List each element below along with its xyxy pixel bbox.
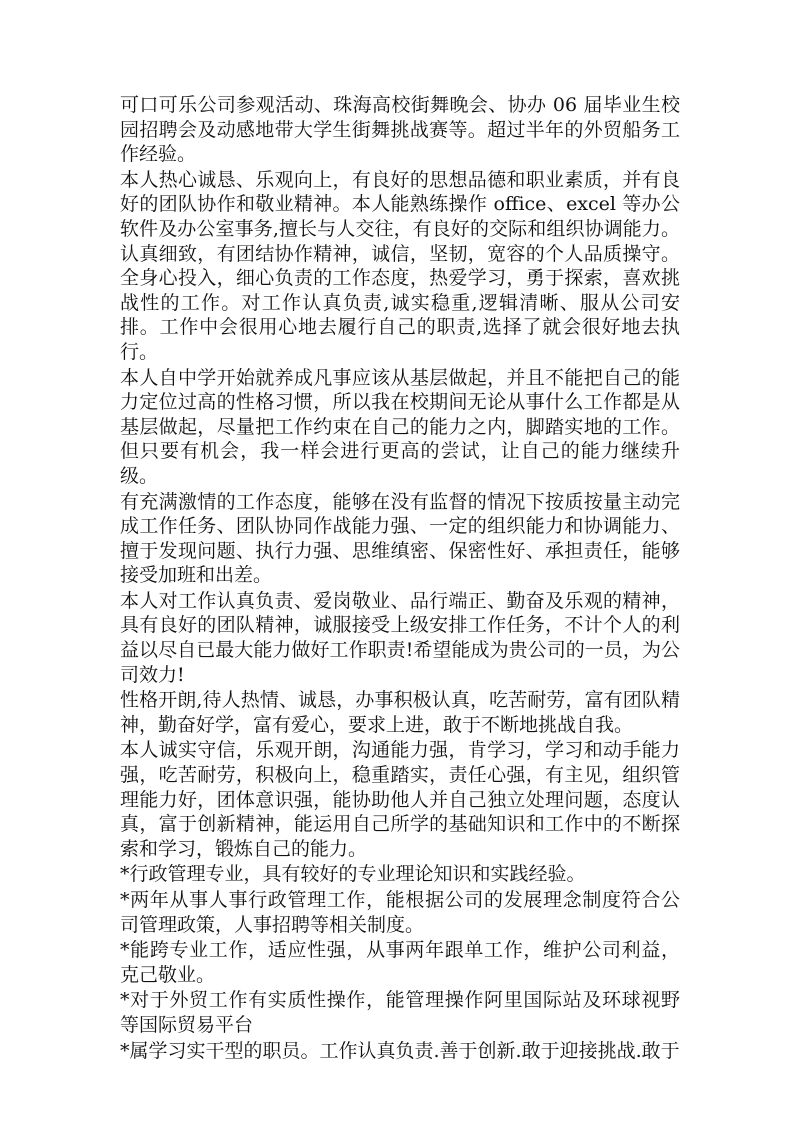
- bullet-learning-type: *属学习实干型的职员。工作认真负责.善于创新.敢于迎接挑战.敢于: [120, 1039, 680, 1062]
- paragraph-responsibility: 本人对工作认真负责、爱岗敬业、品行端正、勤奋及乐观的精神，具有良好的团队精神，诚服接受上级安排工作任务，不计个人的利益以尽自已最大能力做好工作职责!希望能成为贵公司的一员，为公司效力!: [120, 589, 680, 686]
- paragraph-grassroots-attitude: 本人自中学开始就养成凡事应该从基层做起，并且不能把自己的能力定位过高的性格习惯，所以我在校期间无论从事什么工作都是从基层做起，尽量把工作约束在自己的能力之内，脚踏实地的工作。但只要有机会，我一样会进行更高的尝试，让自己的能力继续升级。: [120, 366, 680, 487]
- paragraph-work-attitude: 有充满激情的工作态度，能够在没有监督的情况下按质按量主动完成工作任务、团队协同作战能力强、一定的组织能力和协调能力、擅于发现问题、执行力强、思维缜密、保密性好、承担责任，能够接受加班和出差。: [120, 490, 680, 587]
- bullet-admin-major: *行政管理专业，具有较好的专业理论知识和实践经验。: [120, 863, 586, 886]
- document-page: [120, 93, 680, 1064]
- paragraph-activities: 可口可乐公司参观活动、珠海高校街舞晚会、协办 06 届毕业生校园招聘会及动感地带大学生街舞挑战赛等。超过半年的外贸船务工作经验。: [120, 94, 680, 166]
- bullet-foreign-trade: *对于外贸工作有实质性操作，能管理操作阿里国际站及环球视野等国际贸易平台: [120, 989, 680, 1036]
- paragraph-integrity: 本人诚实守信，乐观开朗，沟通能力强，肯学习，学习和动手能力强，吃苦耐劳，积极向上，稳重踏实，责任心强，有主见，组织管理能力好，团体意识强，能协助他人并自己独立处理问题，态度认真，富于创新精神，能运用自己所学的基础知识和工作中的不断探索和学习，锻炼自己的能力。: [120, 739, 680, 860]
- paragraph-character: 性格开朗,待人热情、诚恳，办事积极认真，吃苦耐劳，富有团队精神，勤奋好学，富有爱心，要求上进，敢于不断地挑战自我。: [120, 689, 680, 736]
- bullet-hr-experience: *两年从事人事行政管理工作，能根据公司的发展理念制度符合公司管理政策，人事招聘等相关制度。: [120, 889, 680, 936]
- paragraph-personality-skills: 本人热心诚恳、乐观向上，有良好的思想品德和职业素质，并有良好的团队协作和敬业精神。本人能熟练操作 office、excel 等办公软件及办公室事务,擅长与人交往，有良好的交际和组织协调能力。认真细致，有团结协作精神，诚信，坚韧，宽容的个人品质操守。 全身心投入，细心负责的工作态度，热爱学习，勇于探索，喜欢挑战性的工作。对工作认真负责,诚实稳重,逻辑清晰、服从公司安排。工作中会很用心地去履行自己的职责,选择了就会很好地去执行。: [120, 168, 680, 363]
- bullet-cross-discipline: *能跨专业工作，适应性强，从事两年跟单工作，维护公司利益，克己敬业。: [120, 939, 680, 986]
